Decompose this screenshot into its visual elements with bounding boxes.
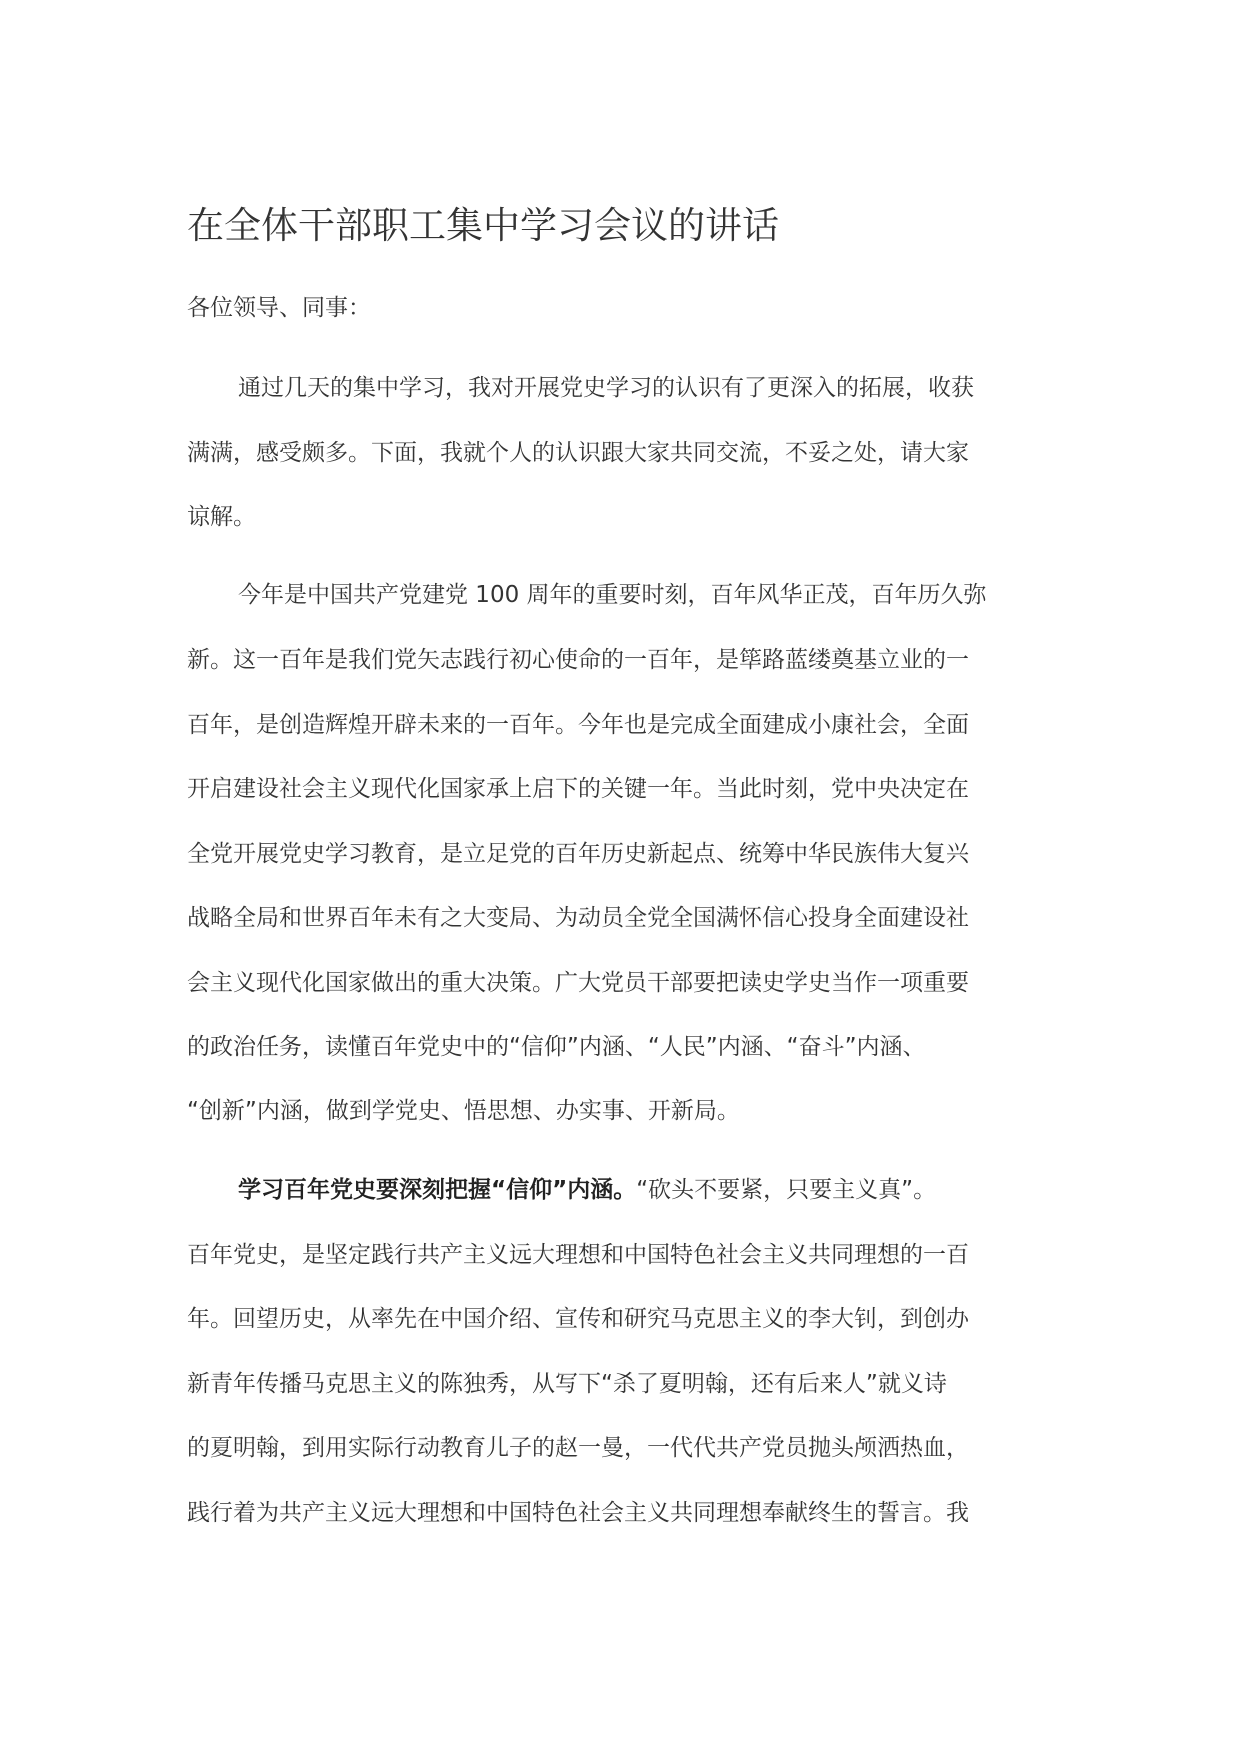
p2-line-1: 今年是中国共产党建党 100 周年的重要时刻，百年风华正茂，百年历久弥: [238, 582, 987, 608]
p2-line-6: 战略全局和世界百年未有之大变局、为动员全党全国满怀信心投身全面建设社: [187, 905, 969, 931]
p3-line-2: 百年党史，是坚定践行共产主义远大理想和中国特色社会主义共同理想的一百: [187, 1242, 969, 1268]
p1-line-3: 谅解。: [187, 504, 256, 530]
p3-line-6: 践行着为共产主义远大理想和中国特色社会主义共同理想奉献终生的誓言。我: [187, 1500, 969, 1526]
p1-line-1: 通过几天的集中学习，我对开展党史学习的认识有了更深入的拓展，收获: [238, 375, 974, 401]
p3-first-rest: “砍头不要紧，只要主义真”。: [636, 1177, 937, 1203]
p3-line-1: [238, 1170, 936, 1210]
p3-line-5: 的夏明翰，到用实际行动教育儿子的赵一曼，一代代共产党员抛头颅洒热血，: [187, 1435, 969, 1461]
p1-line-2: 满满，感受颇多。下面，我就个人的认识跟大家共同交流，不妥之处，请大家: [187, 440, 969, 466]
document-title: 在全体干部职工集中学习会议的讲话: [187, 204, 779, 247]
p2-line-2: 新。这一百年是我们党矢志践行初心使命的一百年，是筚路蓝缕奠基立业的一: [187, 647, 969, 673]
p3-line-4: 新青年传播马克思主义的陈独秀，从写下“杀了夏明翰，还有后来人”就义诗: [187, 1371, 947, 1397]
p2-line-3: 百年，是创造辉煌开辟未来的一百年。今年也是完成全面建成小康社会，全面: [187, 712, 969, 738]
p3-line-3: 年。回望历史，从率先在中国介绍、宣传和研究马克思主义的李大钊，到创办: [187, 1306, 969, 1332]
p2-line-5: 全党开展党史学习教育，是立足党的百年历史新起点、统筹中华民族伟大复兴: [187, 841, 969, 867]
p2-line-7: 会主义现代化国家做出的重大决策。广大党员干部要把读史学史当作一项重要: [187, 970, 969, 996]
p2-line-8: 的政治任务，读懂百年党史中的“信仰”内涵、“人民”内涵、“奋斗”内涵、: [187, 1034, 926, 1060]
p2-line-4: 开启建设社会主义现代化国家承上启下的关键一年。当此时刻，党中央决定在: [187, 776, 969, 802]
greeting: 各位领导、同事：: [187, 295, 371, 321]
p2-line-9: “创新”内涵，做到学党史、悟思想、办实事、开新局。: [187, 1098, 740, 1124]
p3-bold-lead: 学习百年党史要深刻把握“信仰”内涵。: [238, 1177, 637, 1203]
